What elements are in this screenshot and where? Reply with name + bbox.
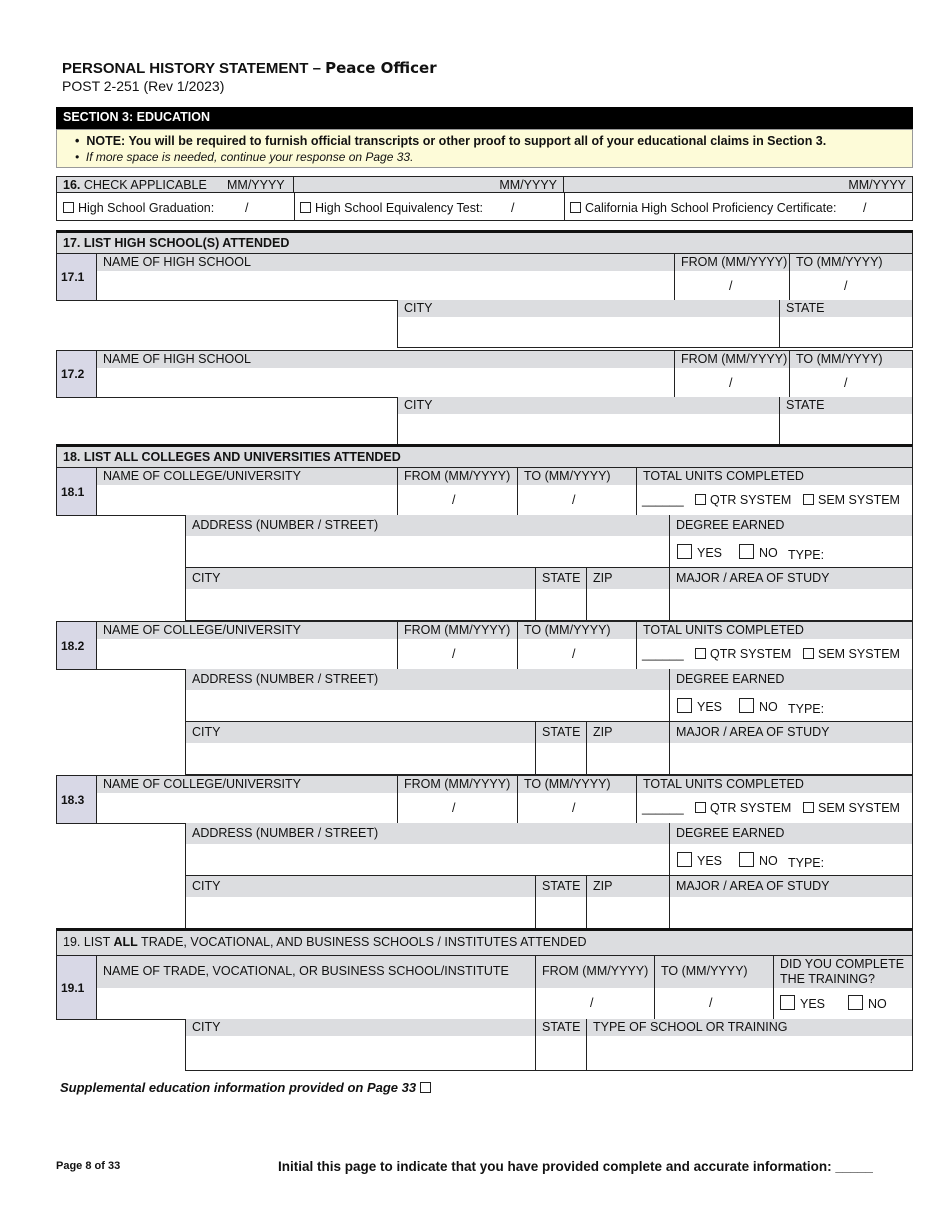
sem-system-option[interactable]: SEM SYSTEM (803, 493, 900, 507)
checkbox-icon[interactable] (570, 202, 581, 213)
q17-1-row (56, 253, 913, 301)
date-slash: / (863, 201, 867, 215)
degree-type: TYPE: (788, 702, 825, 716)
section-title: SECTION 3: EDUCATION (56, 107, 913, 129)
qtr-system-option[interactable]: QTR SYSTEM (695, 493, 791, 507)
supplemental-checkbox[interactable] (420, 1082, 431, 1093)
major-field[interactable]: MAJOR / AREA OF STUDY (670, 568, 912, 620)
entry-number: 17.1 (57, 254, 97, 300)
sem-system-option[interactable]: SEM SYSTEM (803, 647, 900, 661)
college-name-field[interactable]: NAME OF COLLEGE/UNIVERSITY (97, 468, 398, 515)
degree-type: TYPE: (788, 548, 825, 562)
q18-title: 18. LIST ALL COLLEGES AND UNIVERSITIES ATTENDED (56, 444, 913, 467)
q18-row (56, 467, 913, 516)
q16-date-label: MM/YYYY (227, 178, 285, 192)
date-slash: / (511, 201, 515, 215)
trade-school-name-field[interactable]: NAME OF TRADE, VOCATIONAL, OR BUSINESS SCHOOL/INSTITUTE (97, 956, 536, 1019)
degree-no[interactable]: NO (739, 544, 778, 560)
hs-state-field[interactable]: STATE (780, 300, 912, 347)
college-address-field[interactable]: ADDRESS (NUMBER / STREET) (186, 669, 670, 722)
hs-to-field[interactable]: TO (MM/YYYY) / (790, 254, 912, 300)
hs-from-field[interactable]: FROM (MM/YYYY) / (675, 254, 790, 300)
college-from-field[interactable]: FROM (MM/YYYY) / (398, 776, 518, 823)
college-address-field[interactable]: ADDRESS (NUMBER / STREET) (186, 823, 670, 876)
degree-earned-field: DEGREE EARNED YES NO TYPE: (670, 515, 912, 568)
note-text: NOTE: You will be required to furnish official transcripts or other proof to support all of your educational claims in Section 3. (86, 134, 827, 148)
hs-name-field[interactable]: NAME OF HIGH SCHOOL (97, 351, 675, 397)
college-city-field[interactable]: CITY (186, 722, 536, 774)
q19-1-row (56, 955, 913, 1020)
date-slash: / (245, 201, 249, 215)
q18-row (56, 775, 913, 824)
college-from-field[interactable]: FROM (MM/YYYY) / (398, 622, 518, 669)
college-to-field[interactable]: TO (MM/YYYY) / (518, 468, 637, 515)
trade-complete-yes[interactable]: YES (780, 995, 825, 1011)
qtr-system-option[interactable]: QTR SYSTEM (695, 801, 791, 815)
checkbox-icon[interactable] (677, 698, 692, 713)
trade-to-field[interactable]: TO (MM/YYYY) / (655, 956, 774, 1019)
college-zip-field[interactable]: ZIP (587, 876, 670, 928)
entry-number: 18.1 (57, 468, 97, 515)
form-id: POST 2-251 (Rev 1/2023) (62, 78, 225, 94)
supplemental-info: Supplemental education information provided on Page 33 (60, 1080, 435, 1095)
entry-number: 18.2 (57, 622, 97, 669)
hs-city-state-row (397, 397, 913, 445)
units-blank[interactable]: ______ (642, 493, 684, 507)
q16-label: CHECK APPLICABLE (83, 178, 207, 192)
degree-yes[interactable]: YES (677, 852, 722, 868)
sem-system-option[interactable]: SEM SYSTEM (803, 801, 900, 815)
checkbox-icon[interactable] (739, 544, 754, 559)
college-name-field[interactable]: NAME OF COLLEGE/UNIVERSITY (97, 776, 398, 823)
hs-from-field[interactable]: FROM (MM/YYYY) / (675, 351, 790, 397)
hs-city-state-row (397, 300, 913, 348)
page-number: Page 8 of 33 (56, 1160, 121, 1172)
section-note: • NOTE: You will be required to furnish official transcripts or other proof to support all of your educational claims in Section 3. • If more space is needed, continue your response on Page 33. (56, 129, 913, 168)
hs-state-field[interactable]: STATE (780, 397, 912, 444)
hs-city-field[interactable]: CITY (398, 300, 780, 347)
degree-no[interactable]: NO (739, 852, 778, 868)
checkbox-icon[interactable] (300, 202, 311, 213)
college-name-field[interactable]: NAME OF COLLEGE/UNIVERSITY (97, 622, 398, 669)
checkbox-icon[interactable] (677, 852, 692, 867)
hs-to-field[interactable]: TO (MM/YYYY) / (790, 351, 912, 397)
trade-state-field[interactable]: STATE (536, 1019, 587, 1070)
college-state-field[interactable]: STATE (536, 876, 587, 928)
units-blank[interactable]: ______ (642, 647, 684, 661)
college-zip-field[interactable]: ZIP (587, 568, 670, 620)
checkbox-icon[interactable] (848, 995, 863, 1010)
college-city-field[interactable]: CITY (186, 568, 536, 620)
units-blank[interactable]: ______ (642, 801, 684, 815)
q17-title: 17. LIST HIGH SCHOOL(S) ATTENDED (56, 230, 913, 254)
college-city-field[interactable]: CITY (186, 876, 536, 928)
college-details (185, 669, 913, 775)
trade-city-field[interactable]: CITY (186, 1019, 536, 1070)
college-details (185, 515, 913, 621)
degree-earned-field: DEGREE EARNED YES NO TYPE: (670, 823, 912, 876)
degree-type: TYPE: (788, 856, 825, 870)
checkbox-icon[interactable] (739, 852, 754, 867)
degree-no[interactable]: NO (739, 698, 778, 714)
college-to-field[interactable]: TO (MM/YYYY) / (518, 622, 637, 669)
hs-city-field[interactable]: CITY (398, 397, 780, 444)
college-to-field[interactable]: TO (MM/YYYY) / (518, 776, 637, 823)
checkbox-icon[interactable] (803, 648, 814, 659)
checkbox-icon[interactable] (780, 995, 795, 1010)
college-state-field[interactable]: STATE (536, 568, 587, 620)
hs-graduation-option[interactable]: High School Graduation: (63, 201, 214, 215)
checkbox-icon[interactable] (63, 202, 74, 213)
degree-yes[interactable]: YES (677, 544, 722, 560)
checkbox-icon[interactable] (739, 698, 754, 713)
note-more-space: If more space is needed, continue your response on Page 33. (85, 150, 414, 164)
trade-type-field[interactable]: TYPE OF SCHOOL OR TRAINING (587, 1019, 912, 1070)
initial-line: Initial this page to indicate that you have provided complete and accurate information: _____ (278, 1159, 873, 1174)
entry-number: 18.3 (57, 776, 97, 823)
q16-box (56, 176, 913, 221)
hs-equivalency-option[interactable]: High School Equivalency Test: (300, 201, 483, 215)
hs-name-field[interactable]: NAME OF HIGH SCHOOL (97, 254, 675, 300)
q19-title: 19. LIST ALL TRADE, VOCATIONAL, AND BUSINESS SCHOOLS / INSTITUTES ATTENDED (56, 928, 913, 955)
trade-complete-no[interactable]: NO (848, 995, 887, 1011)
checkbox-icon[interactable] (695, 648, 706, 659)
college-details (185, 823, 913, 929)
q17-2-row (56, 350, 913, 398)
total-units-field: TOTAL UNITS COMPLETED ______ QTR SYSTEM SEM SYSTEM (637, 776, 912, 823)
college-from-field[interactable]: FROM (MM/YYYY) / (398, 468, 518, 515)
checkbox-icon[interactable] (695, 802, 706, 813)
college-address-field[interactable]: ADDRESS (NUMBER / STREET) (186, 515, 670, 568)
college-zip-field[interactable]: ZIP (587, 722, 670, 774)
entry-number: 17.2 (57, 351, 97, 397)
form-title: PERSONAL HISTORY STATEMENT – Peace Officer (62, 59, 437, 77)
major-field[interactable]: MAJOR / AREA OF STUDY (670, 876, 912, 928)
total-units-field: TOTAL UNITS COMPLETED ______ QTR SYSTEM SEM SYSTEM (637, 622, 912, 669)
degree-earned-field: DEGREE EARNED YES NO TYPE: (670, 669, 912, 722)
college-state-field[interactable]: STATE (536, 722, 587, 774)
total-units-field: TOTAL UNITS COMPLETED ______ QTR SYSTEM SEM SYSTEM (637, 468, 912, 515)
ca-proficiency-option[interactable]: California High School Proficiency Certificate: (570, 201, 837, 215)
trade-from-field[interactable]: FROM (MM/YYYY) / (536, 956, 655, 1019)
trade-city-row (185, 1019, 913, 1071)
checkbox-icon[interactable] (803, 802, 814, 813)
entry-number: 19.1 (57, 956, 97, 1019)
q18-row (56, 621, 913, 670)
degree-yes[interactable]: YES (677, 698, 722, 714)
major-field[interactable]: MAJOR / AREA OF STUDY (670, 722, 912, 774)
checkbox-icon[interactable] (803, 494, 814, 505)
checkbox-icon[interactable] (677, 544, 692, 559)
q16-date-label: MM/YYYY (499, 178, 557, 192)
checkbox-icon[interactable] (695, 494, 706, 505)
trade-complete-field: DID YOU COMPLETE THE TRAINING? YES NO (774, 956, 912, 1019)
q16-number: 16. (63, 178, 81, 192)
qtr-system-option[interactable]: QTR SYSTEM (695, 647, 791, 661)
q16-date-label: MM/YYYY (848, 178, 906, 192)
